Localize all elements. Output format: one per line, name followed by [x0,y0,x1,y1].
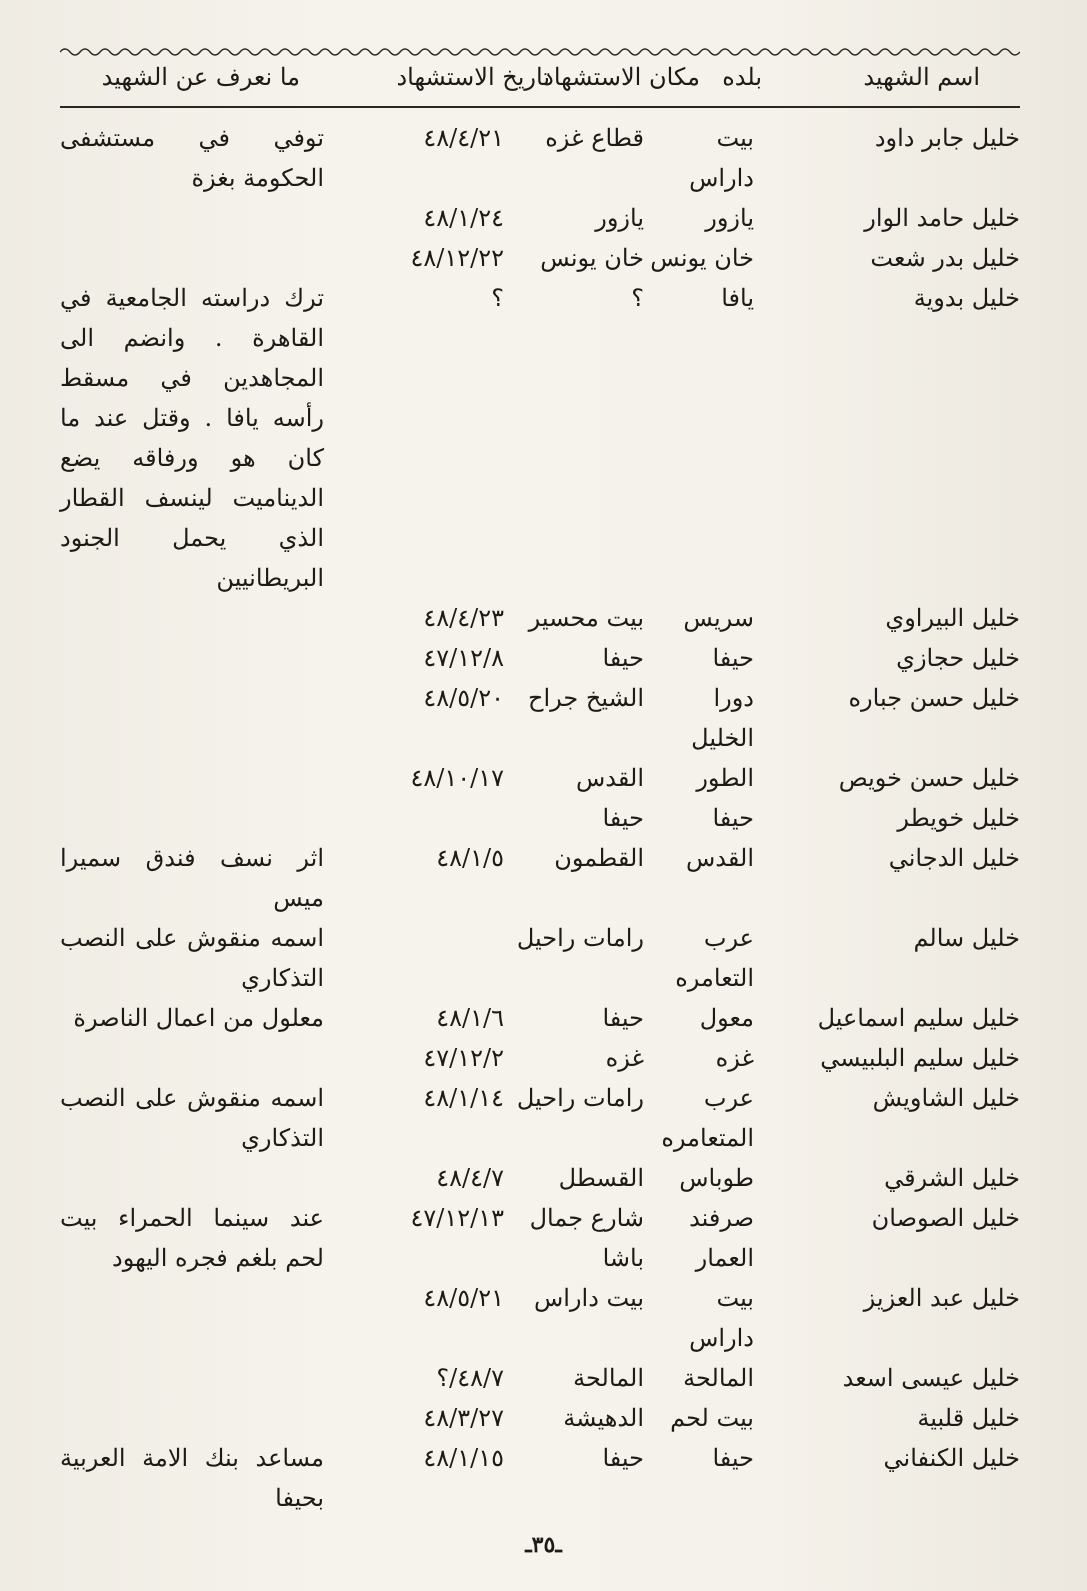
table-row [60,918,1020,998]
martyrdom-date: ٤٨/١/١٥ [423,1444,504,1472]
martyr-name: خليل حامد الوار [864,204,1020,232]
martyrdom-date: ٤٨/١/٥ [436,844,504,872]
martyr-name: خليل حسن جباره [848,684,1020,712]
martyrdom-date: ٤٨/١٠/١٧ [410,764,504,792]
martyr-name: خليل بدر شعت [870,244,1020,272]
martyr-town: بيت لحم [670,1404,754,1432]
martyrdom-place: خان يونس [540,244,644,272]
martyr-name: خليل سالم [913,924,1020,952]
martyrdom-place: القدس [575,764,644,792]
martyrdom-date: ٤٨/٣/٢٧ [423,1404,504,1432]
martyr-town: معول [699,1004,754,1032]
martyr-town: عرب التعامره [675,924,754,992]
table-row [60,598,1020,638]
martyrs-table [60,118,1020,1518]
martyrdom-place: رامات راحيل [516,1084,644,1112]
martyr-town: بيت داراس [689,1284,754,1352]
martyrdom-date: ؟ [491,284,504,312]
martyrdom-date: ٤٨/١/٢٤ [423,204,504,232]
page-number: ـ٣٥ـ [525,1532,562,1558]
table-row [60,1158,1020,1198]
martyrdom-place: الشيخ جراح [528,684,644,712]
martyrdom-date: ٤٨/٥/٢١ [423,1284,504,1312]
table-row [60,678,1020,758]
martyrdom-date: ٤٨/٤/٢٣ [423,604,504,632]
table-row [60,838,1020,918]
martyr-town: خان يونس [650,244,754,272]
martyr-notes: ترك دراسته الجامعية في القاهرة . وانضم الى المجاهدين في مسقط رأسه يافا . وقتل عند ما كان هو ورفاقه يضع الديناميت لينسف القطار الذي يحمل الجنود البريطانيين [60,284,324,592]
martyr-name: خليل سليم اسماعيل [817,1004,1020,1032]
martyrdom-place: يازور [595,204,644,232]
martyr-name: خليل خويطر [897,804,1020,832]
martyr-town: سريس [683,604,754,632]
martyrdom-place: حيفا [602,1004,644,1032]
martyr-name: خليل حجازي [896,644,1020,672]
table-row [60,998,1020,1038]
martyr-name: خليل عبد العزيز [863,1284,1020,1312]
martyrdom-date: ٤٨/١/١٤ [423,1084,504,1112]
martyrdom-date: ٤٧/١٢/١٣ [410,1204,504,1232]
table-row [60,1438,1020,1518]
table-row [60,1038,1020,1078]
martyrdom-place: القطمون [554,844,644,872]
martyr-notes: اسمه منقوش على النصب التذكاري [60,924,324,992]
martyrdom-place: بيت محسير [528,604,644,632]
martyr-town: يافا [721,284,754,312]
martyr-town: حيفا [712,804,754,832]
martyr-town: دورا الخليل [691,684,754,752]
martyrdom-date: ٤٨/٤/٧ [436,1164,504,1192]
martyr-name: خليل البيراوي [885,604,1020,632]
martyr-name: خليل الدجاني [888,844,1020,872]
martyr-notes: اسمه منقوش على النصب التذكاري [60,1084,324,1152]
martyrdom-place: رامات راحيل [516,924,644,952]
martyr-town: طوباس [679,1164,754,1192]
table-row [60,238,1020,278]
martyrdom-place: حيفا [602,644,644,672]
table-row [60,1198,1020,1278]
martyrdom-place: شارع جمال باشا [529,1204,644,1272]
martyr-notes: مساعد بنك الامة العربية بحيفا [60,1444,324,1512]
martyrdom-place: قطاع غزه [545,124,644,152]
table-header [60,62,1020,102]
header-notes: ما نعرف عن الشهيد [101,63,300,91]
martyrdom-date: ٤٨/٤/٢١ [423,124,504,152]
decorative-wavy-rule [60,46,1020,58]
header-town: بلده [722,63,762,91]
martyr-notes: عند سينما الحمراء بيت لحم بلغم فجره اليهود [60,1204,324,1272]
header-name: اسم الشهيد [863,63,980,91]
martyr-notes: معلول من اعمال الناصرة [73,1004,324,1032]
martyr-town: يازور [705,204,754,232]
table-row [60,1278,1020,1358]
martyr-name: خليل عيسى اسعد [842,1364,1020,1392]
header-date: تاريخ الاستشهاد [396,63,550,91]
martyrdom-date: ٤٨/٥/٢٠ [423,684,504,712]
martyrdom-date: ٤٨/١/٦ [436,1004,504,1032]
martyrdom-date: ٤٧/١٢/٢ [423,1044,504,1072]
martyrdom-place: حيفا [602,1444,644,1472]
header-place: مكان الاستشهاد [543,63,700,91]
martyr-town: غزه [715,1044,754,1072]
martyrdom-place: حيفا [602,804,644,832]
martyr-town: بيت داراس [689,124,754,192]
martyr-town: صرفند العمار [689,1204,754,1272]
martyr-town: عرب المتعامره [661,1084,754,1152]
martyr-name: خليل جابر داود [874,124,1020,152]
martyr-town: القدس [685,844,754,872]
martyr-name: خليل سليم البلبيسي [820,1044,1020,1072]
table-row [60,278,1020,598]
martyr-name: خليل الشرقي [884,1164,1020,1192]
table-row [60,758,1020,798]
martyr-notes: اثر نسف فندق سميرا ميس [60,844,324,912]
martyr-name: خليل الشاويش [872,1084,1020,1112]
martyr-name: خليل حسن خويص [838,764,1020,792]
martyrdom-place: المالحة [573,1364,644,1392]
martyrdom-date: ٤٧/١٢/٨ [423,644,504,672]
martyr-name: خليل قلبية [917,1404,1020,1432]
table-row [60,118,1020,198]
martyr-town: حيفا [712,644,754,672]
martyrdom-place: غزه [605,1044,644,1072]
martyr-town: المالحة [683,1364,754,1392]
martyrdom-place: الدهيشة [563,1404,644,1432]
martyrdom-date: ٤٨/٧/؟ [436,1364,504,1392]
martyrdom-date: ٤٨/١٢/٢٢ [410,244,504,272]
table-row [60,1398,1020,1438]
martyr-name: خليل بدوية [913,284,1020,312]
martyrdom-place: ؟ [631,284,644,312]
martyr-town: حيفا [712,1444,754,1472]
martyrdom-place: بيت داراس [533,1284,644,1312]
table-row [60,1078,1020,1158]
martyrdom-place: القسطل [558,1164,644,1192]
martyr-notes: توفي في مستشفى الحكومة بغزة [60,124,324,192]
header-rule [60,106,1020,108]
table-row [60,1358,1020,1398]
table-row [60,198,1020,238]
martyr-town: الطور [696,764,754,792]
table-row [60,798,1020,838]
martyr-name: خليل الكنفاني [883,1444,1020,1472]
table-row [60,638,1020,678]
martyr-name: خليل الصوصان [871,1204,1020,1232]
